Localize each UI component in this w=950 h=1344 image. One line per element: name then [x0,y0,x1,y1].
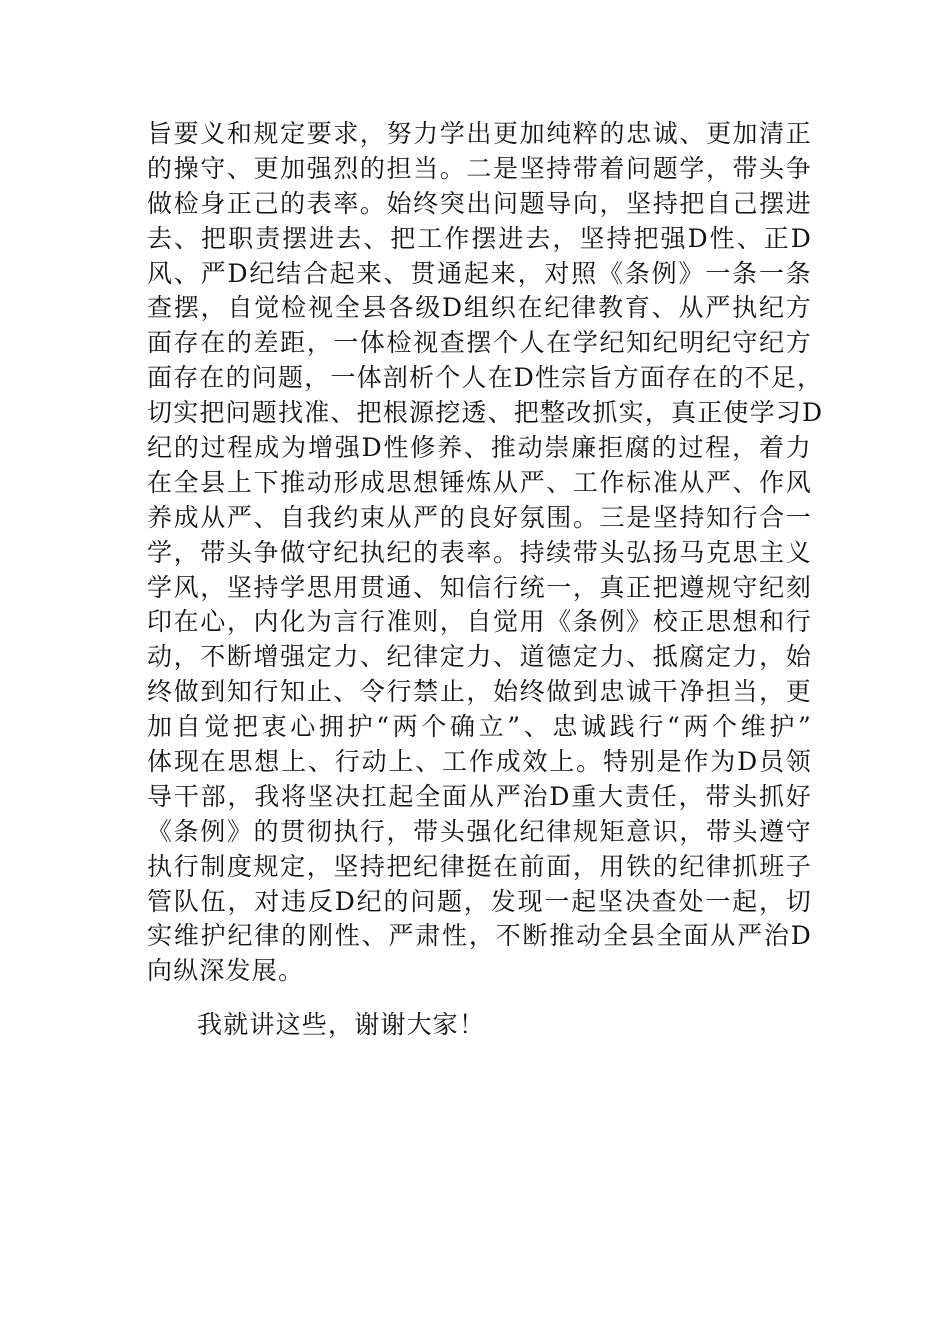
paragraph-line: 切实把问题找准、把根源挖透、把整改抓实，真正使学习D [147,398,824,428]
body-paragraph [147,117,824,989]
paragraph-line: 的操守、更加强烈的担当。二是坚持带着问题学，带头争 [147,153,812,183]
paragraph-line: 面存在的问题，一体剖析个人在D性宗旨方面存在的不足， [147,363,824,393]
paragraph-line: 印在心，内化为言行准则，自觉用《条例》校正思想和行 [147,607,812,637]
paragraph-line: 学，带头争做守纪执纪的表率。持续带头弘扬马克思主义 [147,537,812,567]
paragraph-line: 实维护纪律的刚性、严肃性，不断推动全县全面从严治D [147,921,812,951]
paragraph-line: 做检身正己的表率。始终突出问题导向，坚持把自己摆进 [147,188,812,218]
paragraph-line: 动，不断增强定力、纪律定力、道德定力、抵腐定力，始 [147,642,812,672]
paragraph-line: 管队伍，对违反D纪的问题，发现一起坚决查处一起，切 [147,886,812,916]
paragraph-line: 终做到知行知止、令行禁止，始终做到忠诚干净担当，更 [147,677,812,707]
paragraph-line: 在全县上下推动形成思想锤炼从严、工作标准从严、作风 [147,467,812,497]
paragraph-line: 风、严D纪结合起来、贯通起来，对照《条例》一条一条 [147,258,812,288]
paragraph-line: 养成从严、自我约束从严的良好氛围。三是坚持知行合一 [147,502,812,532]
paragraph-line: 查摆，自觉检视全县各级D组织在纪律教育、从严执纪方 [147,293,812,323]
paragraph-line: 向纵深发展。 [147,956,305,986]
paragraph-line: 学风，坚持学思用贯通、知信行统一，真正把遵规守纪刻 [147,572,812,602]
paragraph-line: 《条例》的贯彻执行，带头强化纪律规矩意识，带头遵守 [147,816,812,846]
paragraph-line: 旨要义和规定要求，努力学出更加纯粹的忠诚、更加清正 [147,119,812,148]
paragraph-line: 体现在思想上、行动上、工作成效上。特别是作为D员领 [147,747,812,777]
paragraph-line: 面存在的差距，一体检视查摆个人在学纪知纪明纪守纪方 [147,328,812,358]
paragraph-line: 导干部，我将坚决扛起全面从严治D重大责任，带头抓好 [147,781,812,811]
paragraph-line: 加自觉把衷心拥护“两个确立”、忠诚践行“两个维护” [147,712,812,742]
paragraph-line: 执行制度规定，坚持把纪律挺在前面，用铁的纪律抓班子 [147,851,812,881]
paragraph-line: 去、把职责摆进去、把工作摆进去，坚持把强D性、正D [147,223,812,253]
paragraph-line: 纪的过程成为增强D性修养、推动崇廉拒腐的过程，着力 [147,433,812,463]
closing-remark: 我就讲这些，谢谢大家！ [197,1010,486,1039]
